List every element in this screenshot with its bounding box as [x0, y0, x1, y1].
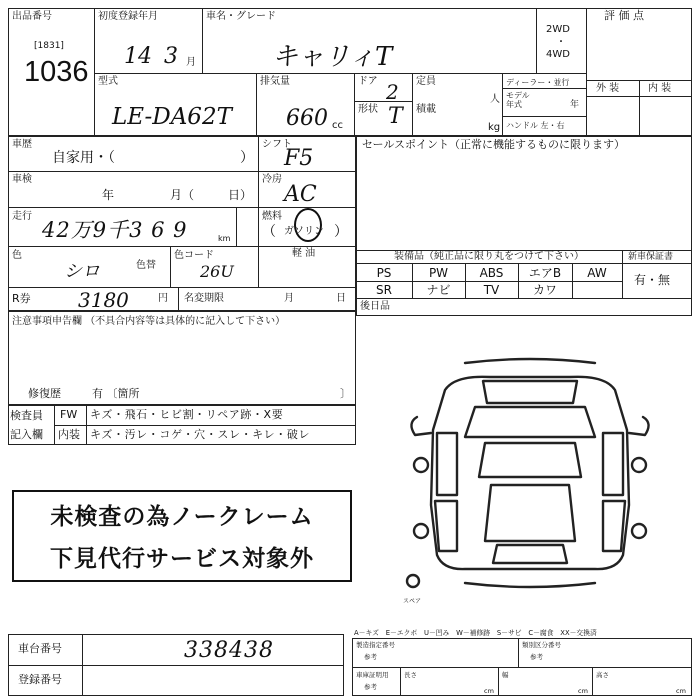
- first-reg-label: 初度登録年月: [98, 11, 158, 22]
- right-mirror: [629, 417, 649, 435]
- equip-abs: ABS: [479, 266, 504, 280]
- divider: [352, 667, 692, 668]
- first-reg-year: 14: [124, 44, 152, 69]
- front-bumper: [465, 359, 595, 363]
- divider: [236, 207, 237, 246]
- new-warranty-value: 有・無: [634, 273, 671, 287]
- drive-2wd: 2WD: [546, 24, 570, 35]
- roof-panel: [483, 381, 577, 403]
- divider: [400, 667, 401, 696]
- damage-legend: A－キズ E－エクボ U－凹み W－補修跡 S－サビ C－腐食 XX－交換済: [354, 629, 597, 637]
- divider: [54, 425, 356, 426]
- divider: [592, 667, 593, 696]
- model-year-unit: 年: [570, 100, 580, 110]
- mileage-value: 42万9千3 6 9: [42, 218, 188, 242]
- cargo-bed: [485, 485, 575, 541]
- divider: [8, 171, 356, 172]
- equip-tv: TV: [483, 283, 500, 297]
- divider: [502, 73, 503, 136]
- cert-label: 車庫証明用: [356, 671, 389, 679]
- mileage-unit: km: [218, 234, 231, 243]
- recycle-unit: 円: [158, 293, 168, 304]
- int-label: 内装: [58, 428, 80, 441]
- handle-label: ハンドル 左・右: [506, 121, 565, 130]
- equip-pw: PW: [428, 266, 449, 280]
- drive-dot: ・: [556, 37, 566, 48]
- height-label: 高さ: [596, 671, 609, 679]
- capacity-label: 定員: [416, 76, 436, 87]
- divider: [170, 246, 171, 287]
- spare-label: スペア: [403, 598, 422, 605]
- left-mirror: [411, 417, 431, 435]
- divider: [202, 8, 203, 73]
- windshield: [465, 407, 595, 437]
- divider: [82, 634, 83, 696]
- rename-label: 名変期限: [184, 293, 224, 304]
- exterior-label: 外 装: [596, 83, 620, 94]
- lot-number: 1036: [24, 56, 89, 88]
- first-reg-month: 3: [164, 44, 178, 69]
- model-value: LE-DA62T: [112, 104, 232, 130]
- fuel-paren-open: （: [262, 224, 276, 240]
- fw-text: キズ・飛石・ヒビ割・リペア跡・X要: [90, 408, 284, 421]
- maker-ref: 参考: [364, 653, 377, 661]
- model-label: 型式: [98, 76, 118, 87]
- left-door: [437, 433, 457, 495]
- mileage-label: 走行: [12, 211, 32, 222]
- history-label: 車歴: [12, 139, 32, 150]
- fuel-gasoline: ガソリン: [284, 226, 324, 237]
- disp-value: 660: [286, 106, 328, 131]
- divider: [86, 405, 87, 445]
- recycle-value: 3180: [78, 288, 129, 312]
- divider: [54, 405, 55, 445]
- repair-value: 有 〔箇所: [92, 387, 140, 400]
- divider: [94, 73, 586, 74]
- class-label: 類別区分番号: [522, 641, 561, 649]
- equip-airbag: エアB: [528, 266, 562, 280]
- notice-line1: 未検査の為ノークレーム: [50, 503, 314, 529]
- reg-label: 登録番号: [18, 673, 62, 686]
- inspection-month-unit: 月（: [170, 188, 195, 202]
- car-damage-diagram: [395, 355, 665, 615]
- tire-front-left: [414, 458, 428, 472]
- divider: [498, 667, 499, 696]
- dealer-label: ディーラー・並行: [506, 78, 570, 87]
- fuel-label: 燃料: [262, 211, 282, 222]
- fuel-light-oil: 軽 油: [292, 248, 316, 259]
- right-door: [603, 433, 623, 495]
- model-year-label: モデル 年式: [506, 91, 530, 109]
- left-rear-panel: [435, 501, 457, 551]
- hood-panel: [479, 443, 581, 477]
- divider: [518, 638, 519, 667]
- divider: [586, 8, 587, 136]
- disp-label: 排気量: [260, 76, 290, 87]
- inspector-label2: 記入欄: [10, 428, 43, 441]
- divider: [536, 8, 537, 73]
- equip-aw: AW: [587, 266, 607, 280]
- new-warranty-label: 新車保証書: [628, 252, 674, 262]
- divider: [256, 73, 257, 136]
- disp-unit: cc: [332, 120, 343, 131]
- aircon-label: 冷房: [262, 174, 282, 185]
- lot-small: [1831]: [34, 41, 64, 51]
- history-value: 自家用・（: [52, 150, 115, 166]
- lot-label: 出品番号: [12, 11, 52, 22]
- right-rear-panel: [603, 501, 625, 551]
- notice-line2: 下見代行サービス対象外: [50, 545, 314, 571]
- recycle-label: R券: [12, 292, 31, 305]
- history-close: ）: [240, 150, 254, 166]
- equip-navi: ナビ: [426, 283, 451, 297]
- inspection-day-unit: 日）: [228, 188, 253, 202]
- maker-label: 製造指定番号: [356, 641, 395, 649]
- capacity-unit: 人: [490, 94, 500, 105]
- color-label: 色: [12, 250, 22, 261]
- chassis-label: 車台番号: [18, 642, 62, 655]
- int-text: キズ・汚レ・コゲ・穴・スレ・キレ・破レ: [90, 428, 311, 441]
- door-value: 2: [386, 80, 399, 104]
- width-label: 幅: [502, 671, 509, 679]
- divider: [94, 8, 95, 136]
- height-cm: cm: [676, 687, 686, 695]
- tire-front-right: [632, 458, 646, 472]
- shape-value: T: [388, 104, 403, 129]
- divider: [354, 73, 355, 136]
- aircon-value: AC: [284, 182, 317, 207]
- repair-close: 〕: [340, 387, 351, 400]
- inspection-year-unit: 年: [102, 188, 115, 202]
- length-cm: cm: [484, 687, 494, 695]
- divider: [8, 246, 356, 247]
- rear-gate: [493, 545, 567, 563]
- divider: [586, 80, 692, 81]
- load-unit: kg: [488, 122, 501, 133]
- divider: [412, 73, 413, 136]
- equip-sr: SR: [376, 283, 392, 297]
- repair-label: 修復歴: [28, 387, 61, 400]
- spare-tire: [407, 575, 419, 587]
- shape-label: 形状: [358, 104, 378, 115]
- equip-leather: カワ: [532, 283, 557, 297]
- later-label: 後日品: [360, 301, 390, 312]
- chassis-value: 338438: [184, 638, 274, 663]
- interior-label: 内 装: [648, 83, 672, 94]
- fuel-paren-close: ）: [334, 224, 348, 240]
- color-code-label: 色コード: [174, 250, 214, 261]
- door-label: ドア: [358, 76, 378, 87]
- divider: [639, 80, 640, 136]
- inspection-label: 車検: [12, 174, 32, 185]
- divider: [354, 101, 412, 102]
- tire-rear-left: [414, 524, 428, 538]
- divider: [586, 96, 692, 97]
- divider: [178, 287, 179, 311]
- month-unit: 月: [186, 57, 196, 68]
- selling-label: セールスポイント（正常に機能するものに限ります）: [362, 138, 626, 151]
- divider: [258, 136, 259, 287]
- tire-rear-right: [632, 524, 646, 538]
- color-code-value: 26U: [200, 262, 234, 281]
- color-value: シロ: [64, 261, 100, 282]
- rating-label: 評 価 点: [604, 9, 644, 22]
- divider: [8, 665, 344, 666]
- width-cm: cm: [578, 687, 588, 695]
- fw-label: FW: [60, 408, 78, 421]
- equip-ps: PS: [376, 266, 392, 280]
- shift-label: シフト: [262, 139, 292, 150]
- cert-ref: 参考: [364, 683, 377, 691]
- equipment-header: 装備品（純正品に限り丸をつけて下さい）: [394, 251, 584, 262]
- rear-bumper: [465, 583, 595, 587]
- divider: [502, 116, 586, 117]
- length-label: 長さ: [404, 671, 417, 679]
- inspector-label1: 検査員: [10, 409, 43, 422]
- load-label: 積載: [416, 104, 436, 115]
- drive-4wd: 4WD: [546, 49, 570, 60]
- rename-day-unit: 日: [336, 293, 346, 304]
- rename-month-unit: 月: [284, 293, 294, 304]
- name-value: キャリィT: [272, 42, 393, 72]
- notes-label: 注意事項申告欄 （不具合内容等は具体的に記入して下さい）: [12, 316, 286, 327]
- name-label: 車名・グレード: [206, 11, 276, 22]
- class-ref: 参考: [530, 653, 543, 661]
- divider: [8, 287, 356, 288]
- divider: [622, 250, 623, 298]
- color-change-label: 色替: [136, 260, 156, 271]
- shift-value: F5: [284, 146, 314, 171]
